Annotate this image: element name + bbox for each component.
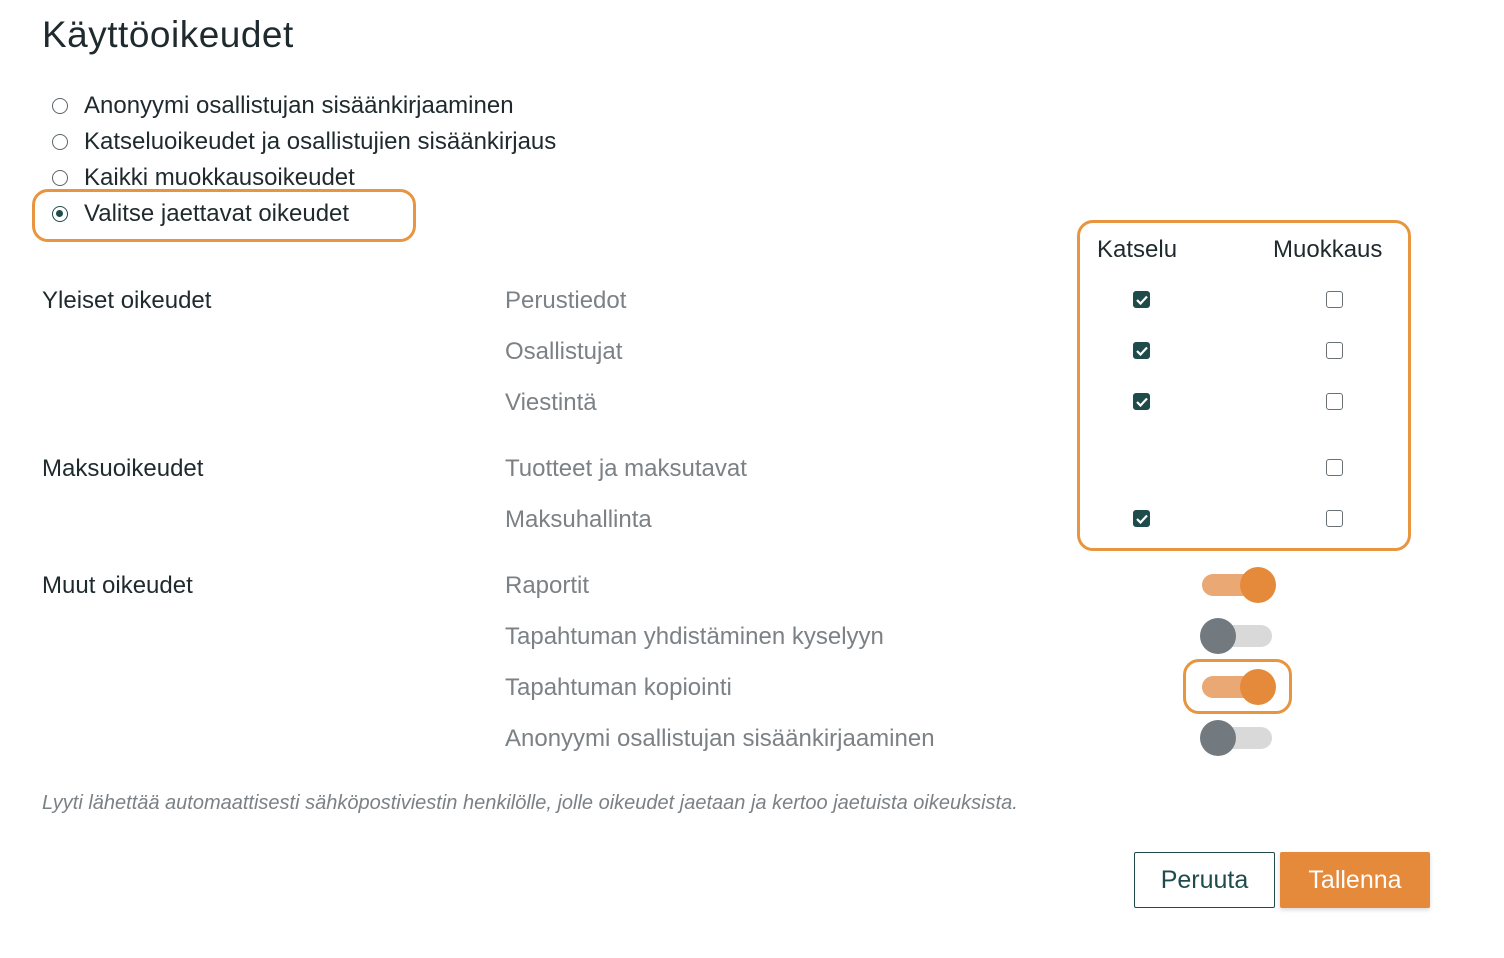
group-payment-label: Maksuoikeudet — [42, 455, 204, 482]
option-label: Anonyymi osallistujan sisäänkirjaaminen — [84, 92, 514, 119]
column-header-view: Katselu — [1097, 236, 1178, 263]
group-general-label: Yleiset oikeudet — [42, 287, 212, 314]
view-checkbox[interactable] — [1133, 510, 1150, 527]
edit-checkbox[interactable] — [1326, 342, 1343, 359]
view-checkbox[interactable] — [1133, 342, 1150, 359]
radio-icon[interactable] — [52, 134, 68, 150]
permission-label: Viestintä — [505, 389, 597, 416]
permission-label: Perustiedot — [505, 287, 627, 314]
edit-checkbox[interactable] — [1326, 291, 1343, 308]
option-label: Katseluoikeudet ja osallistujien sisäänkirjaus — [84, 128, 557, 155]
copy-toggle-highlight — [1183, 659, 1292, 714]
option-anonymous-checkin[interactable] — [52, 91, 514, 121]
info-note: Lyyti lähettää automaattisesti sähköpostiviestin henkilölle, jolle oikeudet jaetaan ja kertoo jaetuista oikeuksista. — [42, 792, 1018, 814]
view-checkbox[interactable] — [1133, 393, 1150, 410]
check-icon — [1136, 397, 1148, 407]
selected-option-highlight — [32, 189, 416, 242]
permission-label: Osallistujat — [505, 338, 623, 365]
edit-checkbox[interactable] — [1326, 393, 1343, 410]
check-icon — [1136, 295, 1148, 305]
survey-link-toggle[interactable] — [1200, 616, 1278, 656]
group-other-label: Muut oikeudet — [42, 572, 193, 599]
permission-label: Tapahtuman kopiointi — [505, 674, 732, 701]
edit-checkbox[interactable] — [1326, 510, 1343, 527]
view-checkbox[interactable] — [1133, 291, 1150, 308]
check-icon — [1136, 346, 1148, 356]
permission-label: Tapahtuman yhdistäminen kyselyyn — [505, 623, 884, 650]
permission-label: Maksuhallinta — [505, 506, 652, 533]
permission-label: Tuotteet ja maksutavat — [505, 455, 747, 482]
page-title: Käyttöoikeudet — [42, 14, 294, 55]
radio-icon[interactable] — [52, 170, 68, 186]
permission-label: Raportit — [505, 572, 590, 599]
column-header-edit: Muokkaus — [1273, 236, 1383, 263]
reports-toggle[interactable] — [1200, 565, 1278, 605]
edit-checkbox[interactable] — [1326, 459, 1343, 476]
option-label: Valitse jaettavat oikeudet — [84, 200, 350, 227]
permission-label: Anonyymi osallistujan sisäänkirjaaminen — [505, 725, 935, 752]
radio-icon[interactable] — [52, 98, 68, 114]
anonymous-checkin-toggle[interactable] — [1200, 718, 1278, 758]
save-button[interactable]: Tallenna — [1280, 852, 1430, 908]
option-view-and-checkin[interactable] — [52, 127, 556, 157]
option-label: Kaikki muokkausoikeudet — [84, 164, 355, 191]
checkbox-matrix-highlight — [1077, 220, 1411, 551]
check-icon — [1136, 514, 1148, 524]
cancel-button[interactable]: Peruuta — [1134, 852, 1275, 908]
